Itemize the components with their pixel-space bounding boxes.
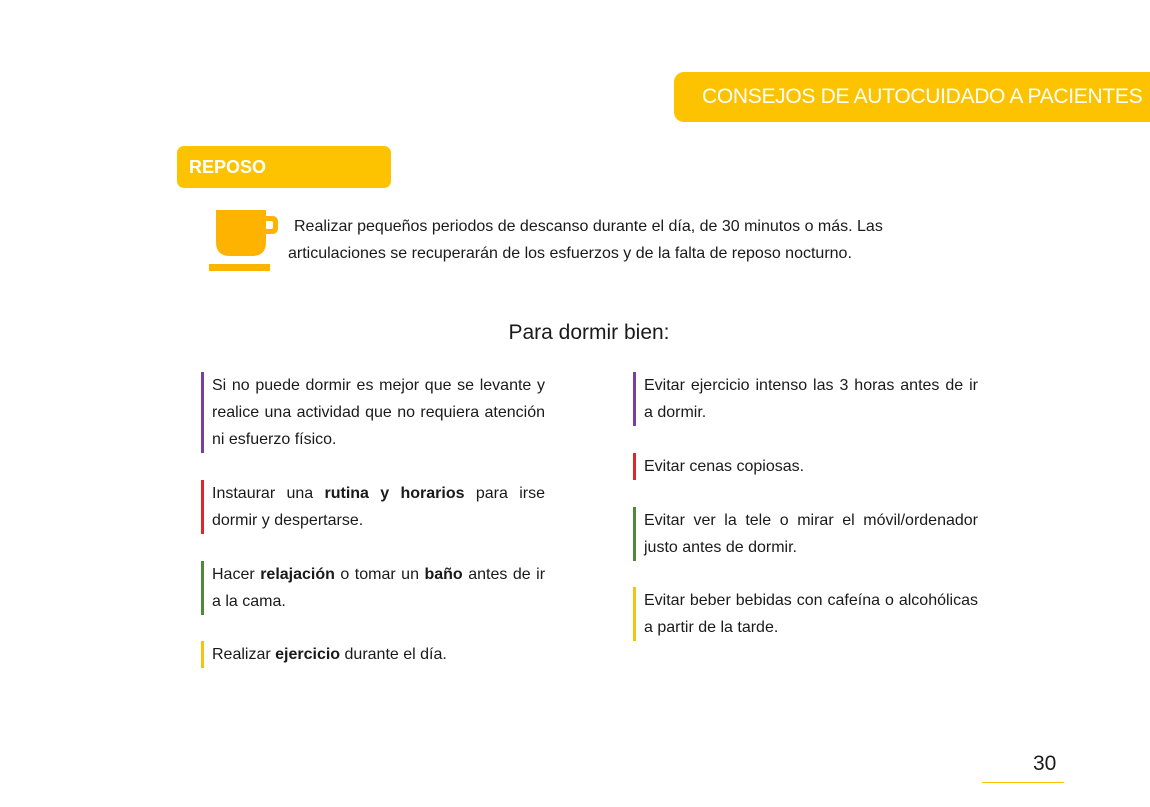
tip-bold-text: baño — [424, 566, 463, 583]
tip-right-1 — [633, 372, 978, 426]
intro-line-2: articulaciones se recuperarán de los esfuerzos y de la falta de reposo nocturno. — [288, 245, 852, 262]
tip-text: o tomar un — [334, 566, 425, 583]
tip-text: Si no puede dormir es mejor que se levante y realice una actividad que no requiera atención ni esfuerzo físico. — [212, 377, 545, 448]
tip-text: Instaurar una — [212, 485, 325, 502]
tip-text: durante el día. — [340, 646, 447, 663]
section-title: REPOSO — [177, 146, 391, 188]
subtitle: Para dormir bien: — [508, 321, 670, 344]
cup-icon — [206, 206, 282, 276]
tip-text: Evitar beber bebidas con cafeína o alcohólicas a partir de la tarde. — [644, 592, 978, 636]
tip-right-3 — [633, 507, 978, 561]
tip-text: Realizar — [212, 646, 276, 663]
tip-text: Evitar cenas copiosas. — [644, 458, 805, 475]
intro-text — [288, 213, 968, 267]
tip-text: Hacer — [212, 566, 261, 583]
tip-text: Evitar ver la tele o mirar el móvil/ordenador justo antes de dormir. — [644, 512, 978, 556]
tip-text: Evitar ejercicio intenso las 3 horas antes de ir a dormir. — [644, 377, 978, 421]
tip-left-1 — [201, 372, 545, 453]
tip-text: antes de ir a la cama. — [212, 566, 546, 610]
intro-line-1: Realizar pequeños periodos de descanso durante el día, de 30 minutos o más. Las — [294, 218, 883, 235]
tip-bold-text: rutina y horarios — [324, 485, 465, 502]
page-number: 30 — [1033, 752, 1057, 775]
tip-left-4 — [201, 641, 545, 668]
tip-text: para irse dormir y despertarse. — [212, 485, 545, 529]
tip-left-2 — [201, 480, 545, 534]
tip-right-4 — [633, 587, 978, 641]
tip-bold-text: relajación — [260, 566, 335, 583]
tip-left-3 — [201, 561, 545, 615]
header-banner: CONSEJOS DE AUTOCUIDADO A PACIENTES — [674, 72, 1150, 122]
page-number-underline — [982, 782, 1064, 783]
tip-bold-text: ejercicio — [275, 646, 341, 663]
tip-right-2 — [633, 453, 978, 480]
